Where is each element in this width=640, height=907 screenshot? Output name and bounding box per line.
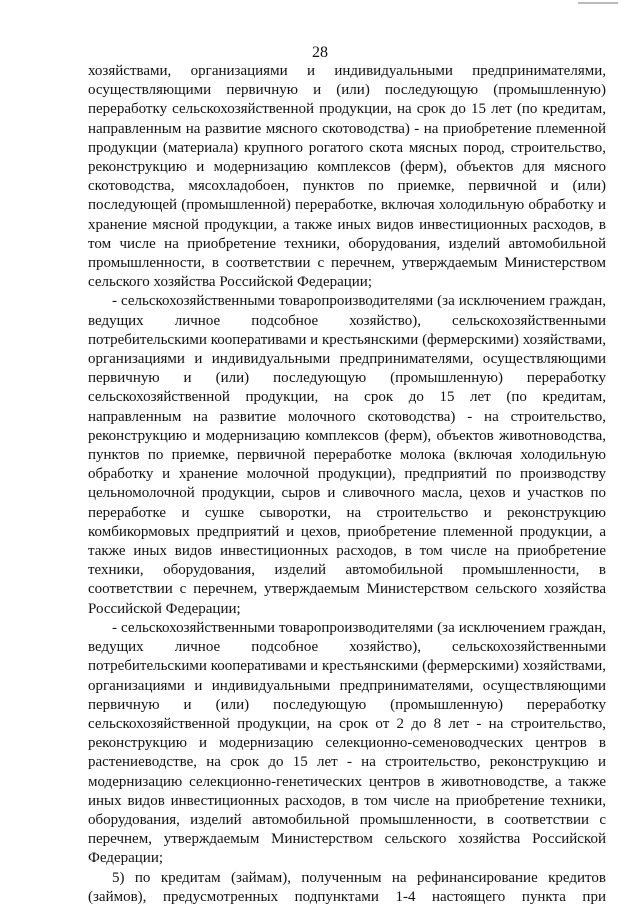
paragraph-breeding-centers: - сельскохозяйственными товаропроизводителями (за исключением граждан, ведущих личное подсобное хозяйство), сельскохозяйственными потребительскими кооперативами и крестьянскими (фермерскими) хозяйствами, организациями и индивидуальными предпринимателями, осуществляющими первичную и (или) последующую (промышленную) переработку сельскохозяйственной продукции, на срок от 2 до 8 лет - на строительство, реконструкцию и модернизацию селекционно-семеноводческих центров в растениеводстве, на срок до 15 лет - на строительство, реконструкцию и модернизацию селекционно-генетических центров в животноводстве, а также иных видов инвестиционных расходов, в том числе на приобретение техники, оборудования, изделий автомобильной промышленности, в соответствии с перечнем, утверждаемым Министерством сельского хозяйства Российской Федерации; (88, 619, 606, 867)
document-body (88, 62, 606, 907)
paragraph-dairy-livestock: - сельскохозяйственными товаропроизводителями (за исключением граждан, ведущих личное подсобное хозяйство), сельскохозяйственными потребительскими кооперативами и крестьянскими (фермерскими) хозяйствами, организациями и индивидуальными предпринимателями, осуществляющими первичную и (или) последующую (промышленную) переработку сельскохозяйственной продукции, на срок до 15 лет (по кредитам, направленным на развитие молочного скотоводства) - на строительство, реконструкцию и модернизацию комплексов (ферм), объектов животноводства, пунктов по приемке, первичной переработке молока (включая холодильную обработку и хранение молочной продукции), предприятий по производству цельномолочной продукции, сыров и сливочного масла, цехов и участков по переработке и сушке сыворотки, на строительство и реконструкцию комбикормовых предприятий и цехов, приобретение племенной продукции, а также иных видов инвестиционных расходов, в том числе на приобретение техники, оборудования, изделий автомобильной промышленности, в соответствии с перечнем, утверждаемым Министерством сельского хозяйства Российской Федерации; (88, 293, 606, 617)
paragraph-refinancing: 5) по кредитам (займам), полученным на рефинансирование кредитов (займов), предусмотренных подпунктами 1-4 настоящего пункта при (88, 869, 606, 905)
scan-edge-mark (578, 2, 618, 4)
page-number: 28 (312, 44, 328, 61)
paragraph-meat-livestock: хозяйствами, организациями и индивидуальными предпринимателями, осуществляющими первичную и (или) последующую (промышленную) переработку сельскохозяйственной продукции, на срок до 15 лет (по кредитам, направленным на развитие мясного скотоводства) - на приобретение племенной продукции (материала) крупного рогатого скота мясных пород, строительство, реконструкцию и модернизацию комплексов (ферм), объектов для мясного скотоводства, мясохладобоен, пунктов по приемке, первичной и (или) последующей (промышленной) переработке, включая холодильную обработку и хранение мясной продукции, а также иных видов инвестиционных расходов, в том числе на приобретение техники, оборудования, изделий автомобильной промышленности, в соответствии с перечнем, утверждаемым Министерством сельского хозяйства Российской Федерации; (88, 63, 606, 291)
